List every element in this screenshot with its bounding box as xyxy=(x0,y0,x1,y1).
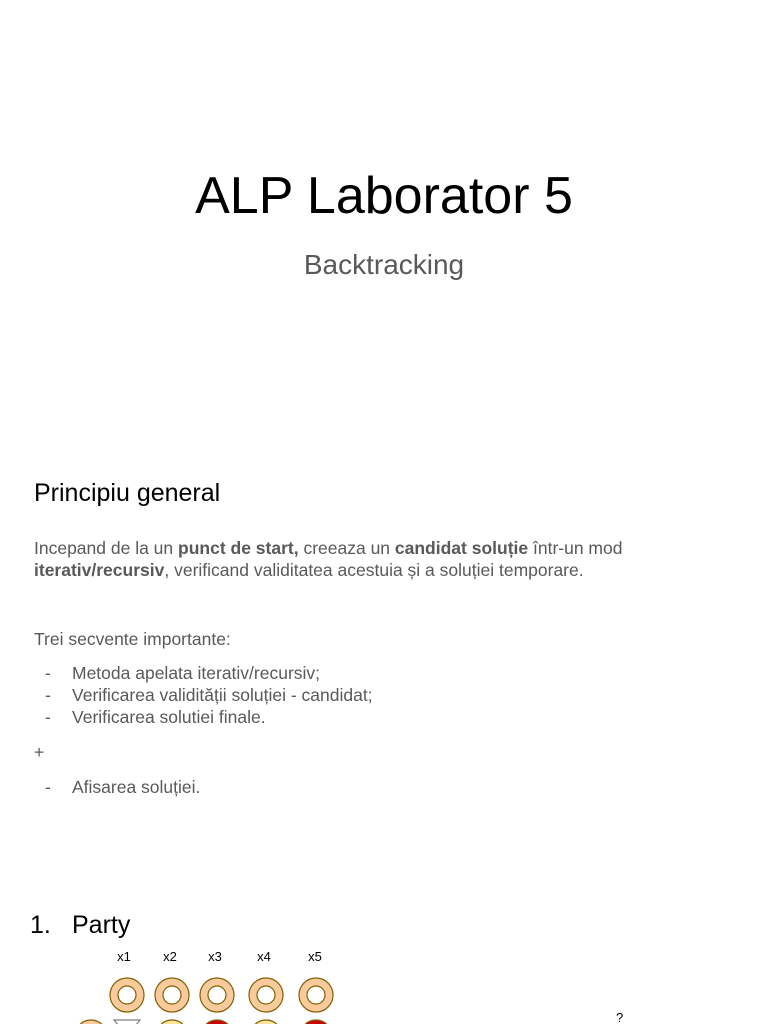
slot-label-x3: x3 xyxy=(208,949,222,964)
section-heading: Principiu general xyxy=(34,479,221,507)
list-item-text: Afisarea soluției. xyxy=(72,777,201,797)
para-text-3: într-un mod xyxy=(528,538,623,558)
page-subtitle: Backtracking xyxy=(303,249,465,280)
slot-label-x2: x2 xyxy=(163,949,177,964)
list-dash: - xyxy=(45,777,51,797)
page-title: ALP Laborator 5 xyxy=(195,167,573,225)
list-item xyxy=(34,662,373,684)
candidate-circle-4 xyxy=(201,1020,233,1024)
party-diagram xyxy=(0,970,768,1024)
para-text-1: Incepand de la un xyxy=(34,538,179,558)
ring-x4 xyxy=(249,978,283,1012)
ring-x1 xyxy=(110,978,144,1012)
extra-list xyxy=(34,776,200,798)
plus-sign: + xyxy=(34,742,45,762)
candidate-circle-6 xyxy=(300,1020,332,1024)
party-number: 1. xyxy=(30,911,51,939)
para-bold-iterative: iterativ/recursiv xyxy=(34,560,165,580)
ring-x2 xyxy=(155,978,189,1012)
list-dash: - xyxy=(45,685,51,705)
list-item-text: Metoda apelata iterativ/recursiv; xyxy=(72,663,321,683)
candidate-circle-3 xyxy=(156,1020,188,1024)
list-item-text: Verificarea validității soluției - candidat; xyxy=(72,685,373,705)
slot-label-x5: x5 xyxy=(308,949,322,964)
list-item xyxy=(34,776,200,798)
para-text-2: creeaza un xyxy=(298,538,395,558)
list-item xyxy=(34,706,373,728)
list-dash: - xyxy=(45,707,51,727)
slot-label-x4: x4 xyxy=(257,949,271,964)
list-dash: - xyxy=(45,663,51,683)
party-heading xyxy=(30,910,130,940)
party-title: Party xyxy=(72,911,131,939)
list-item-text: Verificarea solutiei finale. xyxy=(72,707,266,727)
candidate-shape-2 xyxy=(114,1020,140,1024)
ring-x3 xyxy=(200,978,234,1012)
slot-label-x1: x1 xyxy=(117,949,131,964)
list-item xyxy=(34,684,373,706)
para-bold-candidate: candidat soluție xyxy=(394,538,529,558)
candidate-circle-5 xyxy=(250,1020,282,1024)
sequences-lead: Trei secvente importante: xyxy=(34,629,231,649)
question-mark: ? xyxy=(616,1010,624,1025)
para-text-4: , verificand validitatea acestuia și a soluției temporare. xyxy=(164,560,584,580)
para-bold-start-point: punct de start, xyxy=(178,538,299,558)
sequences-list xyxy=(34,662,373,728)
candidate-circle-1 xyxy=(75,1020,107,1024)
intro-paragraph xyxy=(34,537,734,581)
ring-x5 xyxy=(299,978,333,1012)
